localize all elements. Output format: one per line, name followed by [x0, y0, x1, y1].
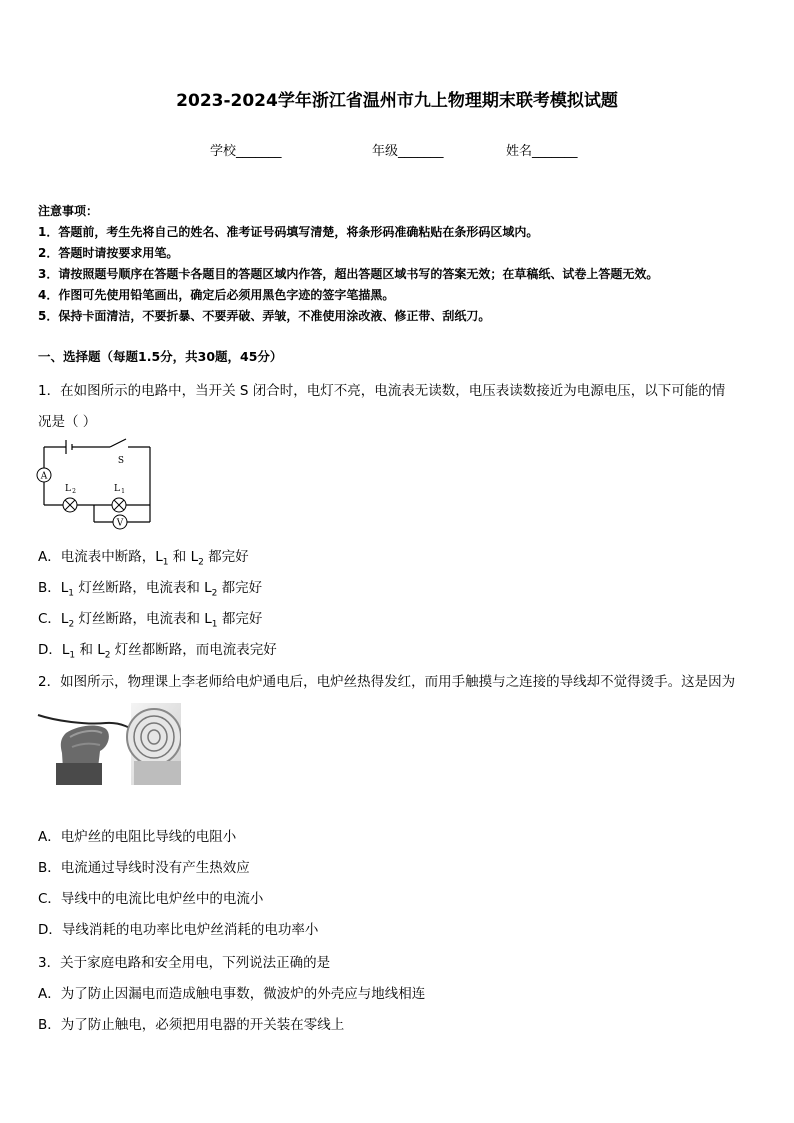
q2-option-c: C．导线中的电流比电炉丝中的电流小 — [38, 891, 264, 907]
lamp1-label-sub: 1 — [121, 488, 125, 495]
notice-item-4: 4．作图可先使用铅笔画出，确定后必须用黑色字迹的签字笔描黑。 — [38, 288, 395, 302]
q2-option-d: D．导线消耗的电功率比电炉丝消耗的电功率小 — [38, 922, 319, 938]
q1-stem-line2: 况是（ ） — [38, 414, 97, 430]
switch-label: S — [117, 456, 125, 466]
q2-stem: 2．如图所示，物理课上李老师给电炉通电后，电炉丝热得发红，而用手触摸与之连接的导线却不觉得烫手。这是因为 — [38, 674, 736, 690]
page-title: 2023-2024学年浙江省温州市九上物理期末联考模拟试题 — [176, 91, 618, 111]
name-field: 姓名_______ — [506, 144, 578, 159]
notice-item-3: 3．请按照题号顺序在答题卡各题目的答题区域内作答，超出答题区域书写的答案无效；在草稿纸、试卷上答题无效。 — [38, 267, 659, 281]
q1-option-b: B．$L_1$ 灯丝断路，电流表和 $L_2$ 都完好 — [38, 580, 263, 599]
q2-option-a: A．电炉丝的电阻比导线的电阻小 — [38, 829, 237, 845]
q1-option-a: A．电流表中断路，$L_1$ 和 $L_2$ 都完好 — [38, 549, 249, 568]
lamp2-label: L — [65, 484, 71, 494]
ammeter-label: A — [40, 471, 48, 482]
lamp2-label-sub: 2 — [72, 488, 76, 495]
notice-item-1: 1．答题前，考生先将自己的姓名、准考证号码填写清楚，将条形码准确粘贴在条形码区域内。 — [38, 225, 539, 239]
q1-option-c: C．$L_2$ 灯丝断路，电流表和 $L_1$ 都完好 — [38, 611, 263, 630]
section-heading: 一、选择题（每题1.5分，共30题，45分） — [38, 349, 283, 364]
q3-stem: 3．关于家庭电路和安全用电，下列说法正确的是 — [38, 955, 331, 971]
notice-item-2: 2．答题时请按要求用笔。 — [38, 246, 179, 260]
q1-stem-line1: 1．在如图所示的电路中，当开关 S 闭合时，电灯不亮，电流表无读数，电压表读数接近为电源电压，以下可能的情 — [38, 383, 726, 399]
electric-stove-photo — [36, 703, 181, 785]
notice-item-5: 5．保持卡面清洁，不要折暴、不要弄破、弄皱，不准使用涂改液、修正带、刮纸刀。 — [38, 309, 491, 323]
notice-heading: 注意事项： — [38, 204, 99, 218]
voltmeter-label: V — [116, 518, 124, 529]
grade-field: 年级_______ — [372, 144, 444, 159]
q2-option-b: B．电流通过导线时没有产生热效应 — [38, 860, 250, 876]
school-field: 学校_______ — [210, 144, 282, 159]
q3-option-b: B．为了防止触电，必须把用电器的开关装在零线上 — [38, 1017, 345, 1033]
q1-option-d: D．$L_1$ 和 $L_2$ 灯丝都断路，而电流表完好 — [38, 642, 277, 661]
lamp1-label: L — [114, 484, 120, 494]
circuit-diagram — [32, 435, 157, 530]
q3-option-a: A．为了防止因漏电而造成触电事数，微波炉的外壳应与地线相连 — [38, 986, 426, 1002]
